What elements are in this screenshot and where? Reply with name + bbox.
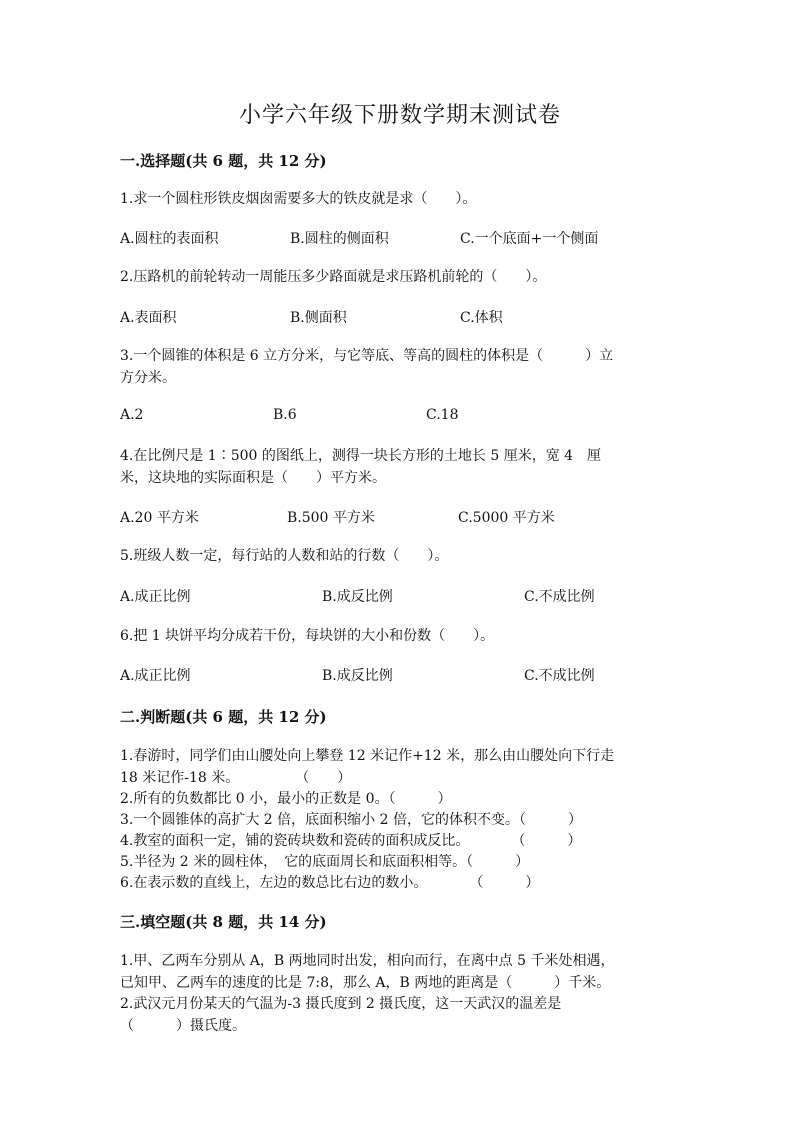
judgement-line: 5.半径为 2 米的圆柱体， 它的底面周长和底面积相等。（ ） xyxy=(120,854,530,870)
fill-line: 1.甲、乙两车分别从 A，B 两地同时出发，相向而行，在离中点 5 千米处相遇， xyxy=(120,953,615,969)
question-text-line1: 4.在比例尺是 1∶500 的图纸上，测得一块长方形的土地长 5 厘米，宽 4 厘 xyxy=(120,448,602,464)
option-a: A.成正比例 xyxy=(120,668,191,684)
fill-line: 2.武汉元月份某天的气温为-3 摄氏度到 2 摄氏度，这一天武汉的温差是 xyxy=(120,996,562,1012)
question-text: 1.求一个圆柱形铁皮烟囱需要多大的铁皮就是求（ ）。 xyxy=(120,191,477,207)
option-b: B.500 平方米 xyxy=(287,510,375,526)
option-b: B.6 xyxy=(273,407,297,423)
option-b: B.侧面积 xyxy=(290,310,347,326)
question-text: 5.班级人数一定，每行站的人数和站的行数（ ）。 xyxy=(120,548,449,564)
section-heading-fill: 三.填空题(共 8 题，共 14 分) xyxy=(120,913,327,931)
judgement-line: 4.教室的面积一定，铺的瓷砖块数和瓷砖的面积成反比。 （ ） xyxy=(120,833,582,849)
option-c: C.18 xyxy=(426,407,459,423)
page-title: 小学六年级下册数学期末测试卷 xyxy=(238,103,561,128)
question-text: 6.把 1 块饼平均分成若干份，每块饼的大小和份数（ ）。 xyxy=(120,628,495,644)
option-a: A.20 平方米 xyxy=(120,510,199,526)
option-c: C.5000 平方米 xyxy=(458,510,555,526)
question-text-line2: 米，这块地的实际面积是（ ）平方米。 xyxy=(120,470,386,486)
section-heading-judgement: 二.判断题(共 6 题，共 12 分) xyxy=(120,708,327,726)
question-text-line1: 3.一个圆锥的体积是 6 立方分米，与它等底、等高的圆柱的体积是（ ）立 xyxy=(120,348,614,364)
fill-line: 已知甲、乙两车的速度的比是 7:8，那么 A，B 两地的距离是（ ）千米。 xyxy=(120,975,611,991)
judgement-line: 2.所有的负数都比 0 小，最小的正数是 0。（ ） xyxy=(120,791,452,807)
judgement-line: 18 米记作-18 米。 （ ） xyxy=(120,770,352,786)
option-c: C.不成比例 xyxy=(524,668,595,684)
option-a: A.成正比例 xyxy=(120,589,191,605)
option-a: A.2 xyxy=(120,407,144,423)
question-text-line2: 方分米。 xyxy=(120,370,176,386)
option-b: B.成反比例 xyxy=(322,668,393,684)
option-a: A.表面积 xyxy=(120,310,177,326)
fill-line: （ ）摄氏度。 xyxy=(120,1018,246,1034)
judgement-line: 1.春游时，同学们由山腰处向上攀登 12 米记作+12 米，那么由山腰处向下行走 xyxy=(120,748,615,764)
option-a: A.圆柱的表面积 xyxy=(120,231,219,247)
option-b: B.成反比例 xyxy=(322,589,393,605)
section-heading-choice: 一.选择题(共 6 题，共 12 分) xyxy=(120,152,327,170)
judgement-line: 3.一个圆锥体的高扩大 2 倍，底面积缩小 2 倍，它的体积不变。（ ） xyxy=(120,812,582,828)
judgement-line: 6.在表示数的直线上，左边的数总比右边的数小。 （ ） xyxy=(120,875,540,891)
question-text: 2.压路机的前轮转动一周能压多少路面就是求压路机前轮的（ ）。 xyxy=(120,269,547,285)
option-c: C.不成比例 xyxy=(524,589,595,605)
option-c: C.体积 xyxy=(460,310,503,326)
option-b: B.圆柱的侧面积 xyxy=(290,231,389,247)
option-c: C.一个底面+一个侧面 xyxy=(460,231,599,247)
